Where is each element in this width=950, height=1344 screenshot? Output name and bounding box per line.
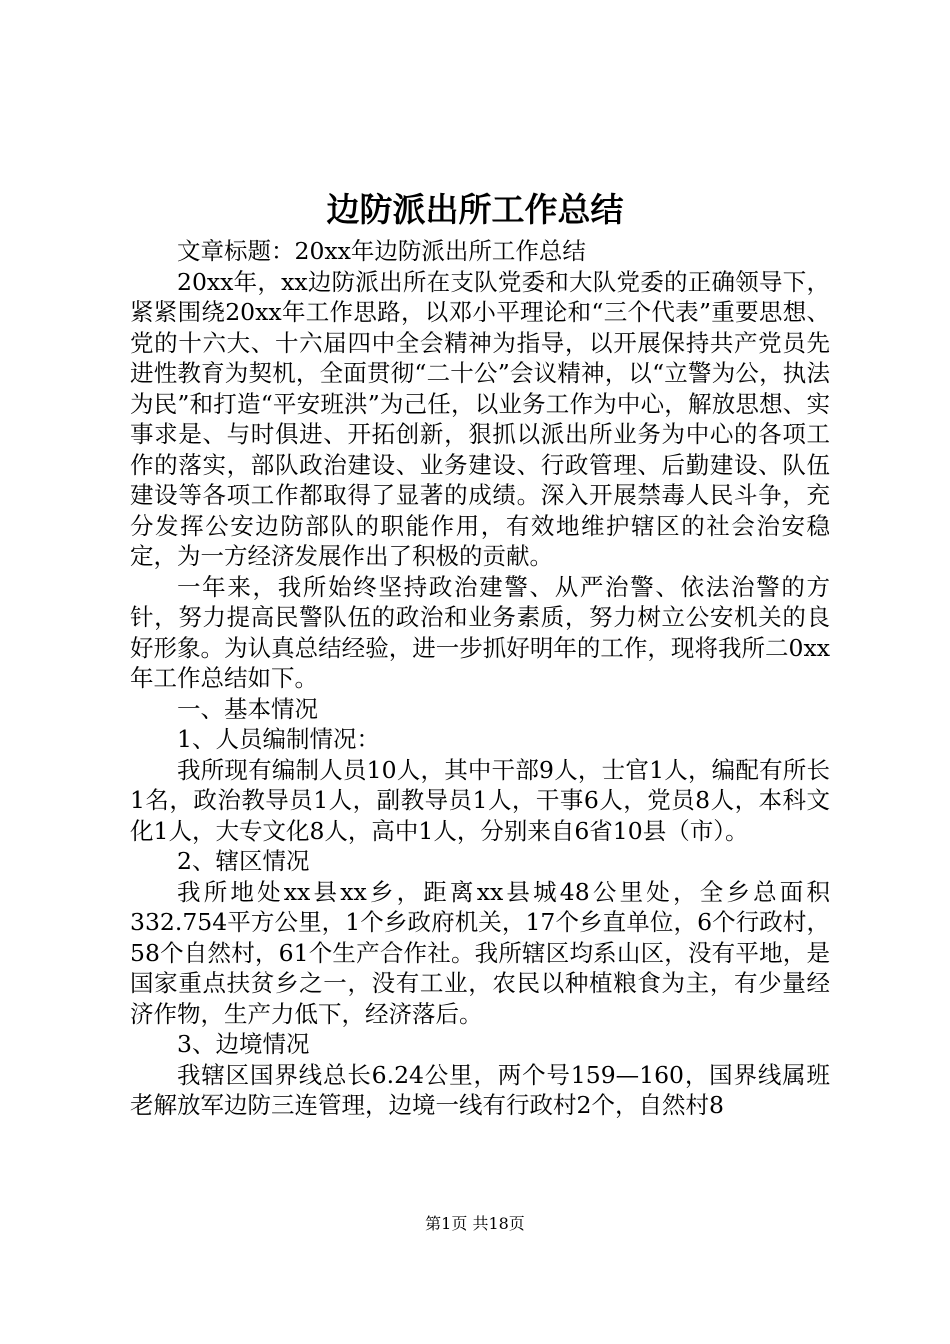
subheading-staffing: 1、人员编制情况：	[177, 725, 380, 753]
paragraph-article-title: 文章标题：20xx年边防派出所工作总结	[177, 237, 586, 265]
paragraph-summary: 一年来，我所始终坚持政治建警、从严治警、依法治警的方针，努力提高民警队伍的政治和业务素质，努力树立公安机关的良好形象。为认真总结经验，进一步抓好明年的工作，现将我所二0xx年工作总结如下。	[130, 572, 830, 692]
paragraph-intro: 20xx年，xx边防派出所在支队党委和大队党委的正确领导下，紧紧围绕20xx年工作思路，以邓小平理论和“三个代表”重要思想、党的十六大、十六届四中全会精神为指导，以开展保持共产党员先进性教育为契机，全面贯彻“二十公”会议精神，以“立警为公，执法为民”和打造“平安班洪”为己任，以业务工作为中心，解放思想、实事求是、与时俱进、开拓创新，狠抓以派出所业务为中心的各项工作的落实，部队政治建设、业务建设、行政管理、后勤建设、队伍建设等各项工作都取得了显著的成绩。深入开展禁毒人民斗争，充分发挥公安边防部队的职能作用，有效地维护辖区的社会治安稳定，为一方经济发展作出了积极的贡献。	[130, 267, 830, 570]
document-title: 边防派出所工作总结	[326, 190, 624, 229]
paragraph-staffing: 我所现有编制人员10人，其中干部9人，士官1人，编配有所长1名，政治教导员1人，副教导员1人，干事6人，党员8人，本科文化1人，大专文化8人，高中1人，分别来自6省10县（市）。	[130, 755, 830, 845]
page-footer: 第1页 共18页	[425, 1214, 525, 1233]
document-body	[130, 236, 830, 1121]
subheading-jurisdiction: 2、辖区情况	[177, 847, 310, 875]
paragraph-border: 我辖区国界线总长6.24公里，两个号159—160，国界线属班老解放军边防三连管理，边境一线有行政村2个，自然村8	[130, 1060, 830, 1119]
section-heading-basic-info: 一、基本情况	[177, 694, 318, 723]
paragraph-jurisdiction: 我所地处xx县xx乡，距离xx县城48公里处，全乡总面积332.754平方公里，1个乡政府机关，17个乡直单位，6个行政村，58个自然村，61个生产合作社。我所辖区均系山区，没有平地，是国家重点扶贫乡之一，没有工业，农民以种植粮食为主，有少量经济作物，生产力低下，经济落后。	[130, 877, 830, 1028]
subheading-border: 3、边境情况	[177, 1030, 310, 1058]
